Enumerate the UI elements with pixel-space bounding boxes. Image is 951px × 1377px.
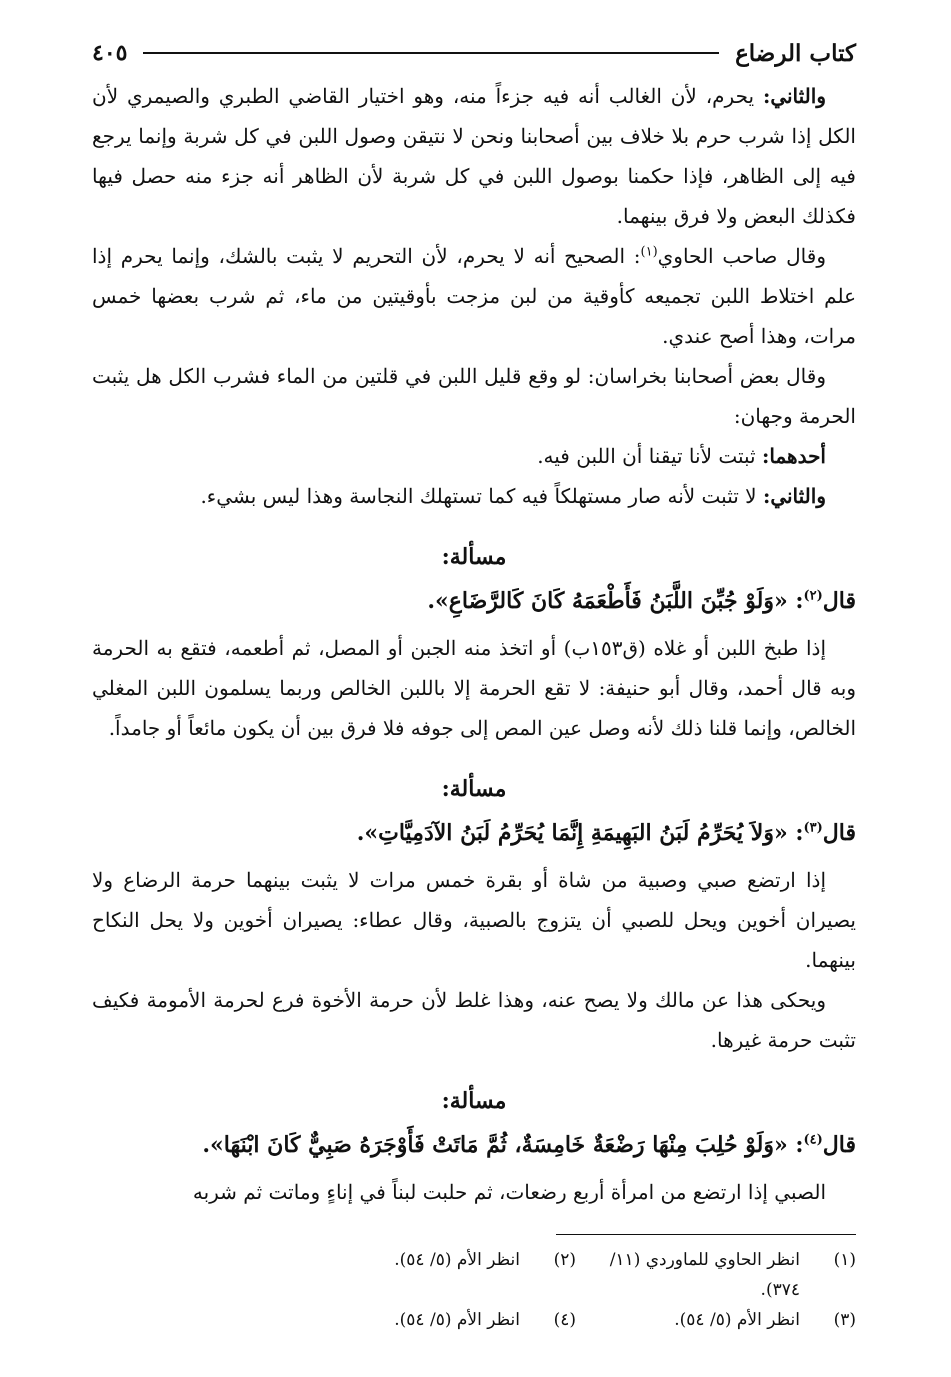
footnote-text: انظر الأم (٥/ ٥٤). bbox=[674, 1310, 800, 1330]
footnote-text: انظر الأم (٥/ ٥٤). bbox=[394, 1250, 520, 1270]
footnote-number: (٣) bbox=[833, 1310, 856, 1330]
paragraph-text: ثبتت لأنا تيقنا أن اللبن فيه. bbox=[537, 444, 762, 468]
paragraph bbox=[92, 236, 856, 356]
paragraph-text: يحرم، لأن الغالب أنه فيه جزءاً منه، وهو اختيار القاضي الطبري والصيمري لأن الكل إذا شرب حرم بلا خلاف بين أصحابنا ونحن لا نتيقن وصول اللبن في كل شربة وإنما يرجع فيه إلى الظاهر، فإذا حكمنا بوصول اللبن في كل شربة لأن الظاهر أنه جزء منه حصل فيها فكذلك البعض ولا فرق بينهما. bbox=[92, 84, 856, 228]
quote-body: : «وَلَوْ جُبِّنَ اللَّبَنُ فَأَطْعَمَهُ كَانَ كَالرَّضَاعِ». bbox=[427, 588, 804, 614]
footnote-number: (١) bbox=[833, 1250, 856, 1270]
page-number: ٤٠٥ bbox=[92, 40, 128, 66]
footnote-number: (٢) bbox=[553, 1250, 576, 1270]
paragraph-lead: أحدهما: bbox=[761, 444, 826, 468]
footnote-ref[interactable]: (٤) bbox=[803, 1132, 823, 1148]
paragraph-lead: والثاني: bbox=[762, 84, 826, 108]
footnote-text: انظر الأم (٥/ ٥٤). bbox=[394, 1310, 520, 1330]
paragraph-text: وقال صاحب الحاوي bbox=[657, 244, 826, 268]
quote-intro: قال bbox=[822, 588, 856, 614]
paragraph bbox=[92, 476, 856, 516]
paragraph bbox=[92, 980, 856, 1060]
footnote-ref[interactable]: (١) bbox=[640, 244, 658, 260]
running-head bbox=[92, 30, 856, 76]
paragraph bbox=[92, 356, 856, 436]
footnote bbox=[296, 1245, 576, 1305]
paragraph bbox=[92, 628, 856, 748]
footnote-ref[interactable]: (٢) bbox=[803, 588, 823, 604]
paragraph bbox=[92, 1172, 856, 1212]
paragraph bbox=[92, 860, 856, 980]
footnote-row bbox=[92, 1245, 856, 1305]
quoted-text bbox=[92, 580, 856, 622]
paragraph bbox=[92, 76, 856, 236]
quote-body: : «وَلاَ يُحَرِّمُ لَبَنُ البَهِيمَةِ إِنَّمَا يُحَرِّمُ لَبَنُ الآدَمِيَّاتِ». bbox=[356, 820, 804, 846]
footnote-rule bbox=[556, 1234, 856, 1235]
footnote bbox=[296, 1305, 576, 1335]
paragraph bbox=[92, 436, 856, 476]
quote-intro: قال bbox=[822, 1132, 856, 1158]
book-title: كتاب الرضاع bbox=[735, 39, 856, 67]
quoted-text bbox=[92, 1124, 856, 1166]
paragraph-text: الصبي إذا ارتضع من امرأة أربع رضعات، ثم حلبت لبناً في إناءٍ وماتت ثم شربه bbox=[192, 1180, 826, 1204]
header-rule bbox=[143, 52, 719, 54]
paragraph-text: إذا طبخ اللبن أو غلاه (ق١٥٣ب) أو اتخذ منه الجبن أو المصل، ثم أطعمه، فتقع به الحرمة وبه قال أحمد، وقال أبو حنيفة: لا تقع الحرمة إلا باللبن الخالص وربما يسلمون اللبن المغلي الخالص، وإنما قلنا ذلك لأنه وصل عين المص إلى جوفه فلا فرق بين أن يكون مائعاً أو جامداً. bbox=[92, 636, 856, 740]
paragraph-text: : الصحيح أنه لا يحرم، لأن التحريم لا يثبت بالشك، وإنما يحرم إذا علم اختلاط اللبن تجميعه كأوقية من لبن مزجت بأوقيتين من ماء، ثم شرب بعضها خمس مرات، وهذا أصح عندي. bbox=[92, 244, 856, 348]
footnote bbox=[576, 1305, 856, 1335]
quote-intro: قال bbox=[822, 820, 856, 846]
footnote bbox=[576, 1245, 856, 1305]
paragraph-text: لا تثبت لأنه صار مستهلكاً فيه كما تستهلك النجاسة وهذا ليس بشيء. bbox=[200, 484, 763, 508]
footnote-row bbox=[92, 1305, 856, 1335]
section-heading: مسألة: bbox=[441, 776, 507, 802]
paragraph-text: ويحكى هذا عن مالك ولا يصح عنه، وهذا غلط لأن حرمة الأخوة فرع لحرمة الأمومة فكيف تثبت حرمة غيرها. bbox=[92, 988, 856, 1052]
paragraph-text: وقال بعض أصحابنا بخراسان: لو وقع قليل اللبن في قلتين من الماء فشرب الكل هل يثبت الحرمة وجهان: bbox=[92, 364, 856, 428]
footnote-text: انظر الحاوي للماوردي (١١/ ٣٧٤). bbox=[609, 1250, 800, 1300]
footnote-ref[interactable]: (٣) bbox=[803, 820, 823, 836]
body-text bbox=[92, 76, 856, 1212]
footnote-number: (٤) bbox=[553, 1310, 576, 1330]
section-heading: مسألة: bbox=[441, 1088, 507, 1114]
section-heading: مسألة: bbox=[441, 544, 507, 570]
paragraph-text: إذا ارتضع صبي وصبية من شاة أو بقرة خمس مرات لا يثبت بينهما حرمة الرضاع ولا يصيران أخوين ويحل للصبي أن يتزوج بالصبية، وقال عطاء: يصيران أخوين ولا يحل النكاح بينهما. bbox=[92, 868, 856, 972]
footnotes bbox=[92, 1245, 856, 1335]
quoted-text bbox=[92, 812, 856, 854]
quote-body: : «وَلَوْ حُلِبَ مِنْهَا رَضْعَةٌ خَامِسَةٌ، ثُمَّ مَاتَتْ فَأَوْجَرَهُ صَبِيٌّ كَانَ ابْنَهَا». bbox=[202, 1132, 804, 1158]
paragraph-lead: والثاني: bbox=[762, 484, 826, 508]
